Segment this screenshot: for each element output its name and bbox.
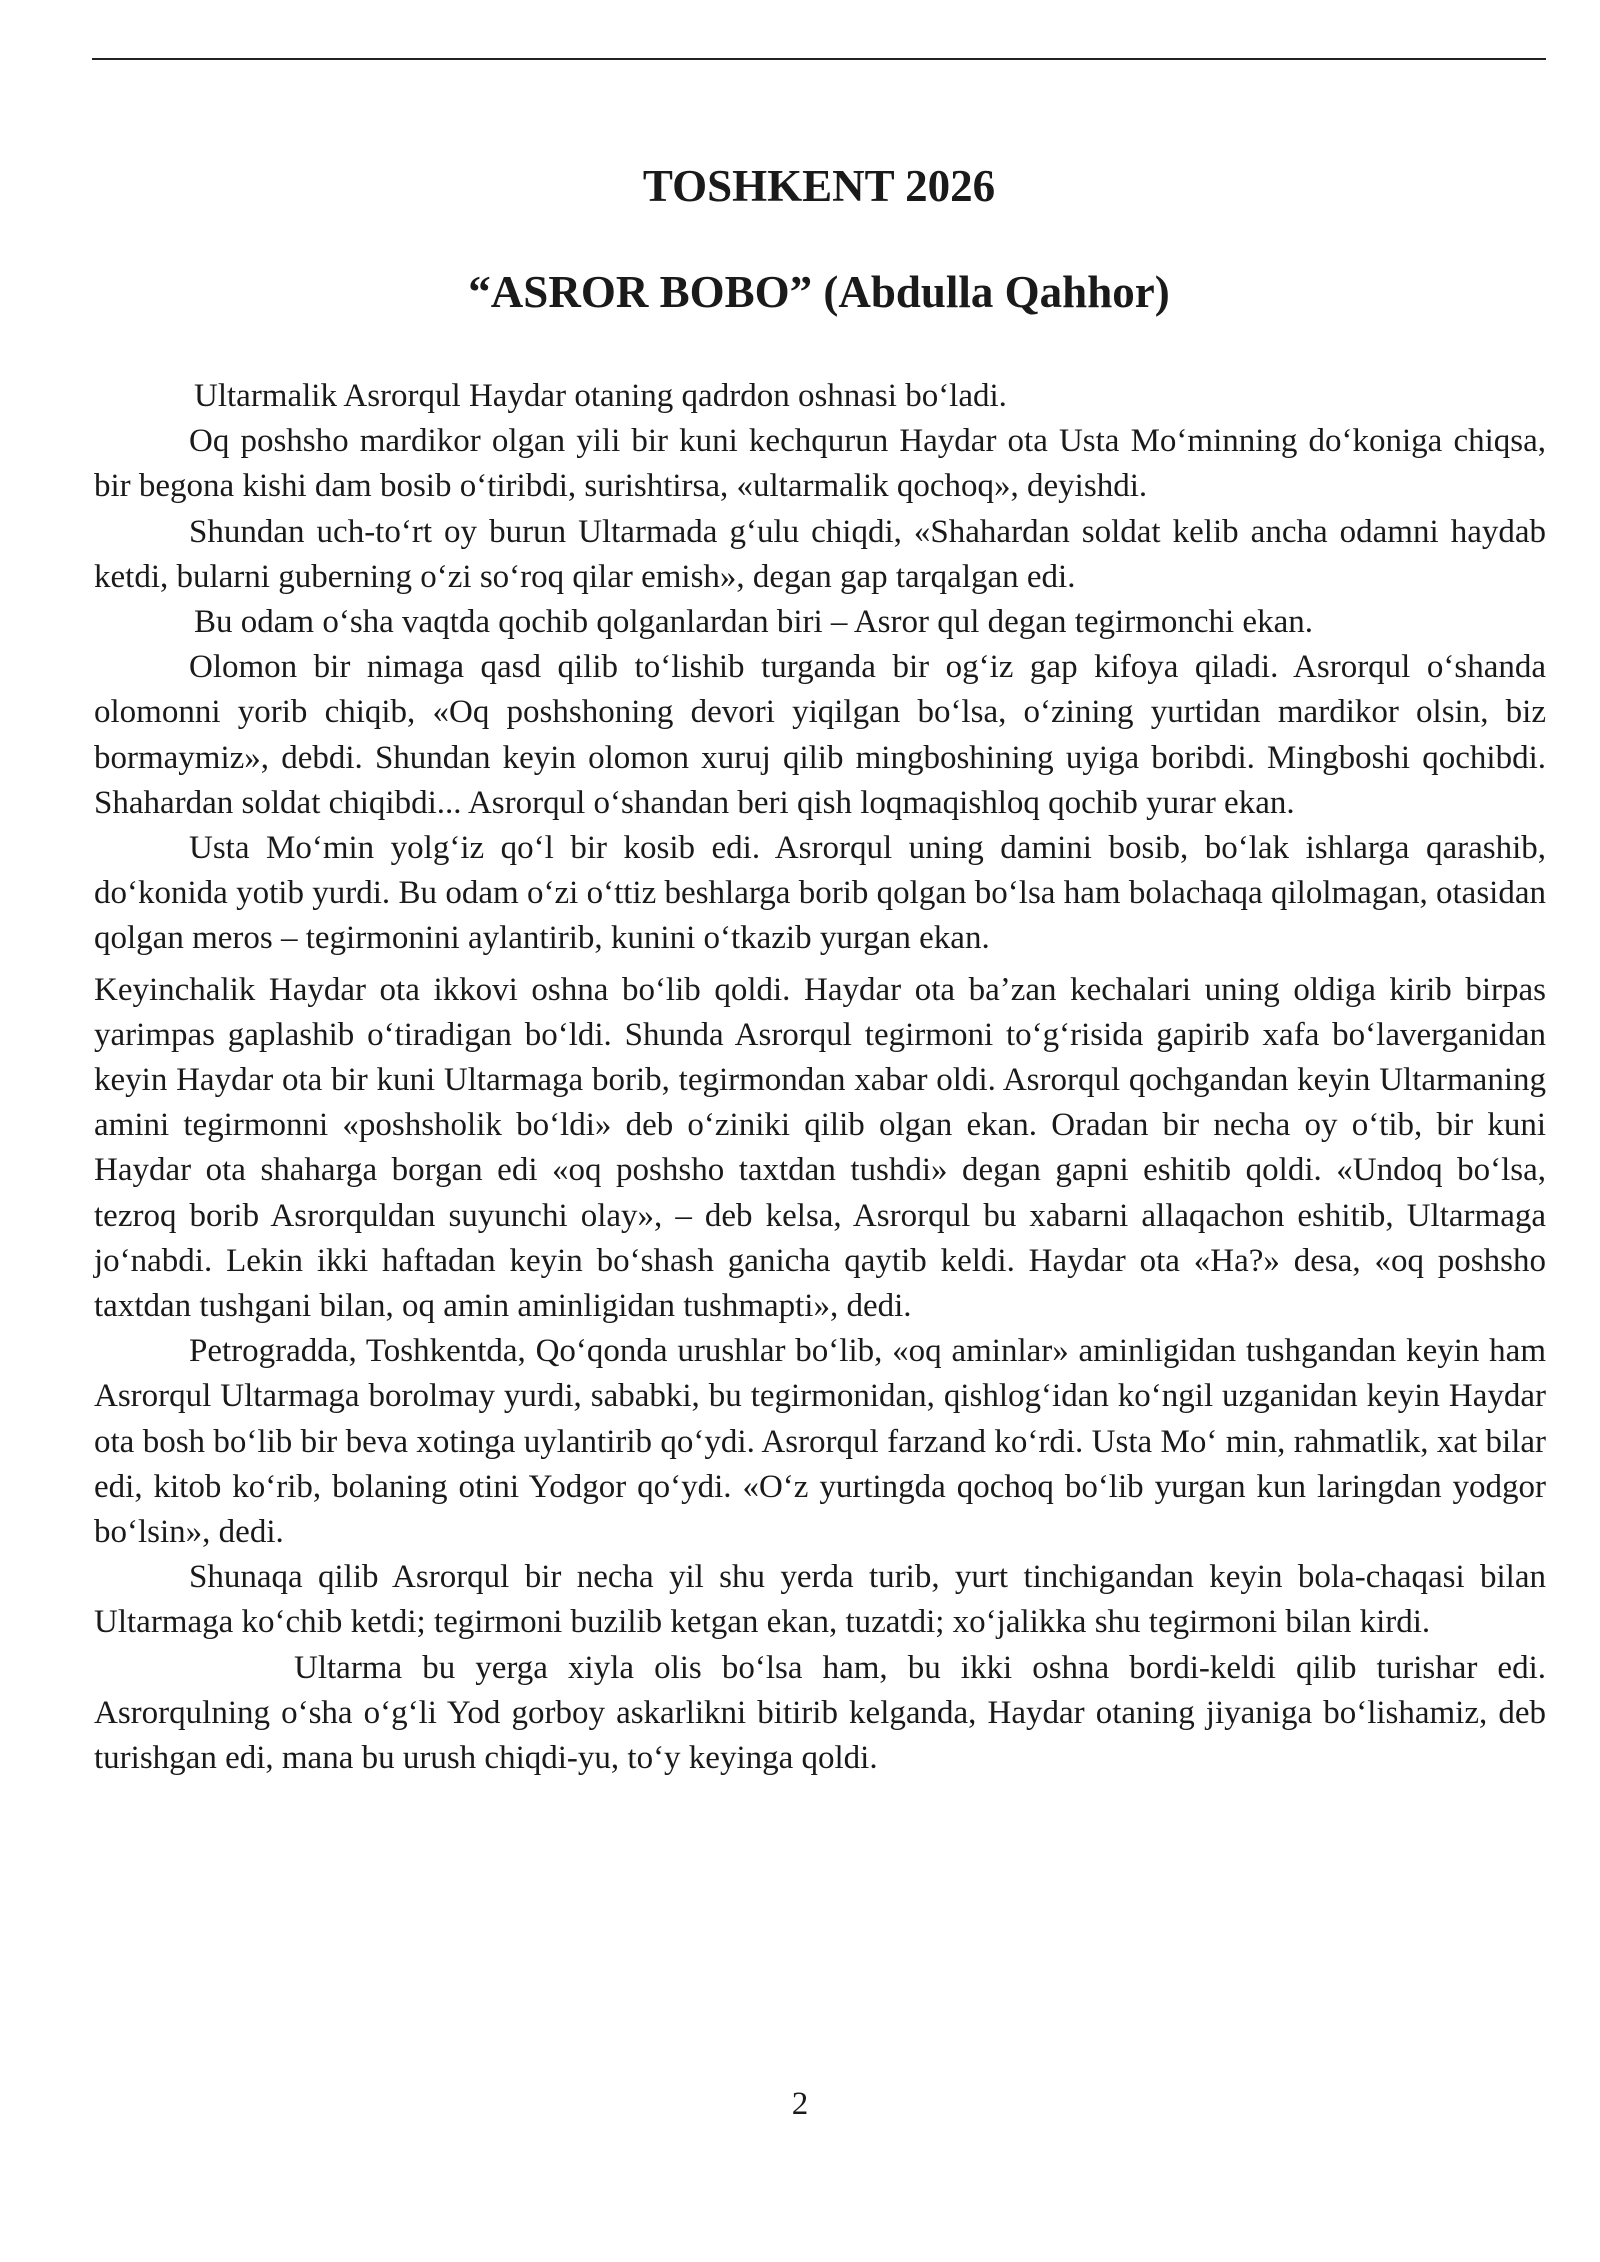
paragraph: Usta Moʻmin yolgʻiz qoʻl bir kosib edi. Asrorqul uning damini bosib, boʻlak ishlarga qarashib, doʻkonida yotib yurdi. Bu odam oʻzi oʻttiz beshlarga borib qolgan boʻlsa ham bolachaqa qilolmagan, otasidan qolgan meros – tegirmonini aylantirib, kunini oʻtkazib yurgan ekan. <box>94 830 1546 957</box>
paragraph: Shunaqa qilib Asrorqul bir necha yil shu yerda turib, yurt tinchigandan keyin bola-chaqasi bilan Ultarmaga koʻchib ketdi; tegirmoni buzilib ketgan ekan, tuzatdi; xoʻjalikka shu tegirmoni bilan kirdi. <box>94 1559 1546 1641</box>
heading-city-year: TOSHKENT 2026 <box>642 161 996 211</box>
paragraph: Petrogradda, Toshkentda, Qoʻqonda urushlar boʻlib, «oq aminlar» aminligidan tushgandan keyin ham Asrorqul Ultarmaga borolmay yurdi, sababki, bu tegirmonidan, qishlogʻidan koʻngil uzganidan keyin Haydar ota bosh boʻlib bir beva xotinga uylantirib qoʻydi. Asrorqul farzand koʻrdi. Usta Moʻ min, rahmatlik, xat bilar edi, kitob koʻrib, bolaning otini Yodgor qoʻydi. «Oʻz yurtingda qochoq boʻlib yurgan kun laringdan yodgor boʻlsin», dedi. <box>94 1333 1546 1551</box>
paragraph: Keyinchalik Haydar ota ikkovi oshna boʻlib qoldi. Haydar ota baʼzan kechalari uning oldiga kirib birpas yarimpas gaplashib oʻtiradigan boʻldi. Shunda Asrorqul tegirmoni toʻgʻrisida gapirib xafa boʻlaverganidan keyin Haydar ota bir kuni Ultarmaga borib, tegirmondan xabar oldi. Asrorqul qochgandan keyin Ultarmaning amini tegirmonni «poshsholik boʻldi» deb oʻziniki qilib olgan ekan. Oradan bir necha oy oʻtib, bir kuni Haydar ota shaharga borgan edi «oq poshsho taxtdan tushdi» degan gapni eshitib qoldi. «Undoq boʻlsa, tezroq borib Asrorquldan suyunchi olay», – deb kelsa, Asrorqul bu xabarni allaqachon eshitib, Ultarmaga joʻnabdi. Lekin ikki haftadan keyin boʻshash ganicha qaytib keldi. Haydar ota «Ha?» desa, «oq poshsho taxtdan tushgani bilan, oq amin aminligidan tushmapti», dedi. <box>94 971 1546 1325</box>
paragraph: Shundan uch-toʻrt oy burun Ultarmada gʻulu chiqdi, «Shahardan soldat kelib ancha odamni haydab ketdi, bularni guberning oʻzi soʻroq qilar emish», degan gap tarqalgan edi. <box>94 513 1546 595</box>
paragraph: Oq poshsho mardikor olgan yili bir kuni kechqurun Haydar ota Usta Moʻminning doʻkoniga chiqsa, bir begona kishi dam bosib oʻtiribdi, surishtirsa, «ultarmalik qochoq», deyishdi. <box>94 423 1546 505</box>
story-text <box>94 374 1546 1781</box>
paragraph: Ultarmalik Asrorqul Haydar otaning qadrdon oshnasi boʻladi. <box>194 378 1007 414</box>
top-rule <box>92 58 1546 60</box>
paragraph: Olomon bir nimaga qasd qilib toʻlishib turganda bir ogʻiz gap kifoya qiladi. Asrorqul oʻshanda olomonni yorib chiqib, «Oq poshshoning devori yiqilgan boʻlsa, oʻzining yurtidan mardikor olsin, biz bormaymiz», debdi. Shundan keyin olomon xuruj qilib mingboshining uyiga boribdi. Mingboshi qochibdi. Shahardan soldat chiqibdi... Asrorqul oʻshandan beri qish loqmaqishloq qochib yurar ekan. <box>94 649 1546 821</box>
page-number: 2 <box>791 2086 809 2122</box>
paragraph: Ultarma bu yerga xiyla olis boʻlsa ham, bu ikki oshna bordi-keldi qilib turishar edi. Asrorqulning oʻsha oʻgʻli Yod gorboy askarlikni bitirib kelganda, Haydar otaning jiyaniga boʻlishamiz, deb turishgan edi, mana bu urush chiqdi-yu, toʻy keyinga qoldi. <box>94 1649 1546 1777</box>
paragraph: Bu odam oʻsha vaqtda qochib qolganlardan biri – Asror qul degan tegirmonchi ekan. <box>194 604 1313 641</box>
story-title: “ASROR BOBO” (Abdulla Qahhor) <box>468 267 1170 317</box>
